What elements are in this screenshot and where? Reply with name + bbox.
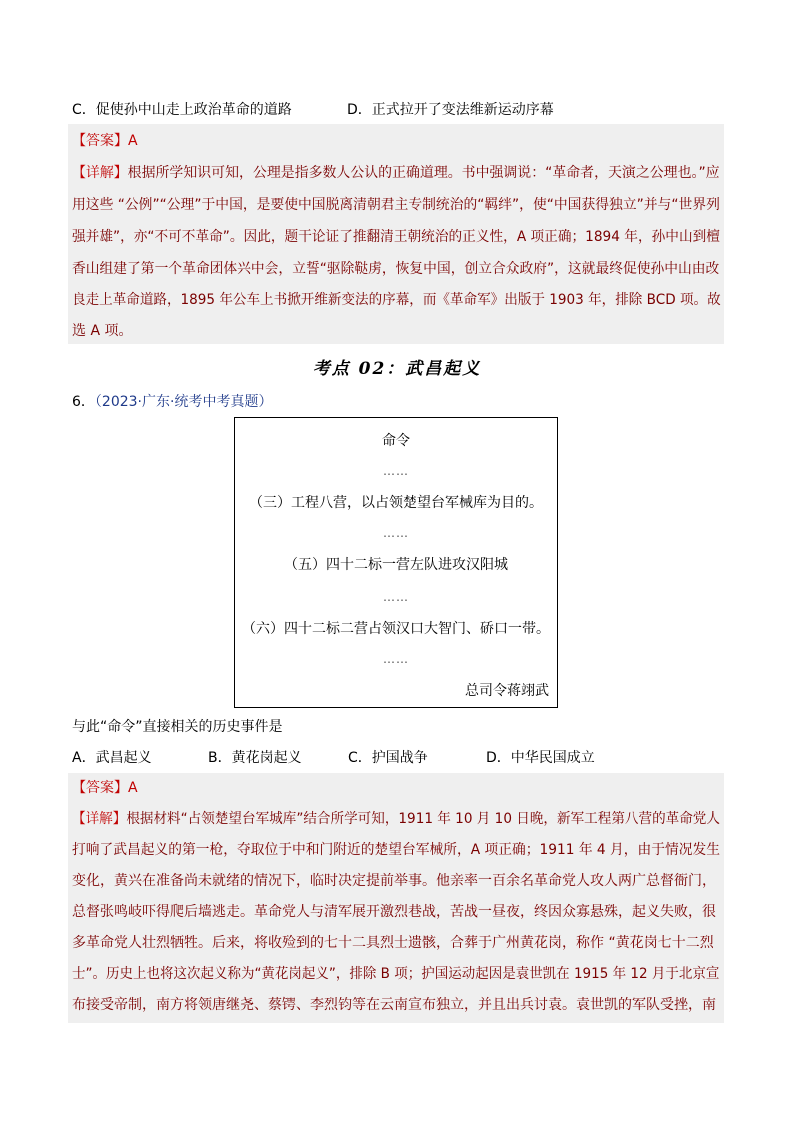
order-signature: 总司令蒋翊武 — [465, 683, 549, 699]
ellipsis: …… — [383, 590, 409, 604]
answer-label: 【答案】 — [72, 780, 128, 796]
detail-1-line-4: 良走上革命道路，1895 年公车上书掀开维新变法的序幕，而《革命军》出版于 1903 年，排除 BCD 项。故 — [72, 292, 721, 308]
order-document — [234, 417, 558, 708]
ellipsis: …… — [383, 526, 409, 540]
option-a: A．武昌起义 — [72, 750, 152, 766]
detail-2-line-5: 士”。历史上也将这次起义称为“黄花岗起义”，排除 B 项；护国运动起因是袁世凯在 1915 年 12 月于北京宣 — [72, 966, 720, 982]
detail-1-line-0: 【详解】根据所学知识可知，公理是指多数人公认的正确道理。书中强调说：“革命者，天演之公理也。”应 — [72, 165, 720, 181]
option-c-prev: C．促使孙中山走上政治革命的道路 — [72, 102, 292, 118]
ellipsis: …… — [383, 652, 409, 666]
detail-1-line-5: 选 A 项。 — [72, 323, 133, 339]
question-header — [72, 392, 272, 412]
detail-2-line-4: 多革命党人壮烈牺牲。后来，将收殓到的七十二具烈士遗骸，合葬于广州黄花岗，称作 “黄花岗七十二烈 — [72, 935, 714, 951]
detail-2-line-2: 变化，黄兴在准备尚未就绪的情况下，临时决定提前举事。他亲率一百余名革命党人攻人两广总督衙门， — [72, 873, 716, 889]
detail-2-line-6: 布接受帝制，南方将领唐继尧、蔡锷、李烈钧等在云南宣布独立，并且出兵讨袁。袁世凯的军队受挫，南 — [72, 997, 716, 1013]
ellipsis: …… — [383, 464, 409, 478]
order-item-3: （三）工程八营，以占领楚望台军械库为目的。 — [249, 495, 543, 511]
detail-1-line-2: 强并雄”，亦“不可不革命”。因此，题干论证了推翻清王朝统治的正义性，A 项正确；1894 年，孙中山到檀 — [72, 229, 720, 245]
answer-label: 【答案】 — [72, 133, 128, 149]
detail-2-line-1: 打响了武昌起义的第一枪，夺取位于中和门附近的楚望台军械所，A 项正确；1911 年 4 月，由于情况发生 — [72, 842, 721, 858]
section-heading: 考点 02：武昌起义 — [312, 359, 482, 379]
detail-1-line-3: 香山组建了第一个革命团体兴中会，立誓“驱除鞑虏，恢复中国，创立合众政府”，这就最终促使孙中山由改 — [72, 261, 720, 277]
question-stem: 与此“命令”直接相关的历史事件是 — [72, 719, 283, 735]
detail-label: 【详解】 — [72, 811, 127, 827]
order-item-5: （五）四十二标一营左队进攻汉阳城 — [284, 557, 508, 573]
option-b: B．黄花岗起义 — [208, 750, 302, 766]
answer-2 — [72, 777, 138, 799]
option-c: C．护国战争 — [348, 750, 428, 766]
option-d-prev: D．正式拉开了变法维新运动序幕 — [347, 102, 554, 118]
option-d: D．中华民国成立 — [486, 750, 595, 766]
answer-value: A — [128, 133, 138, 149]
order-title: 命令 — [382, 433, 410, 449]
question-source: （2023·广东·统考中考真题） — [94, 394, 273, 410]
answer-1 — [72, 130, 138, 152]
order-item-6: （六）四十二标二营占领汉口大智门、硚口一带。 — [242, 621, 550, 637]
detail-label: 【详解】 — [72, 165, 128, 181]
answer-value: A — [128, 780, 138, 796]
detail-1-line-1: 用这些 “公例”“公理”于中国，是要使中国脱离清朝君主专制统治的“羁绊”，使“中国获得独立”并与“世界列 — [72, 197, 720, 213]
detail-2-line-0: 【详解】根据材料“占领楚望台军城库”结合所学可知，1911 年 10 月 10 日晚，新军工程第八营的革命党人 — [72, 811, 720, 827]
detail-2-line-3: 总督张鸣岐吓得爬后墙逃走。革命党人与清军展开激烈巷战，苦战一昼夜，终因众寡悬殊，起义失败，很 — [72, 904, 716, 920]
question-number: 6． — [72, 394, 95, 410]
